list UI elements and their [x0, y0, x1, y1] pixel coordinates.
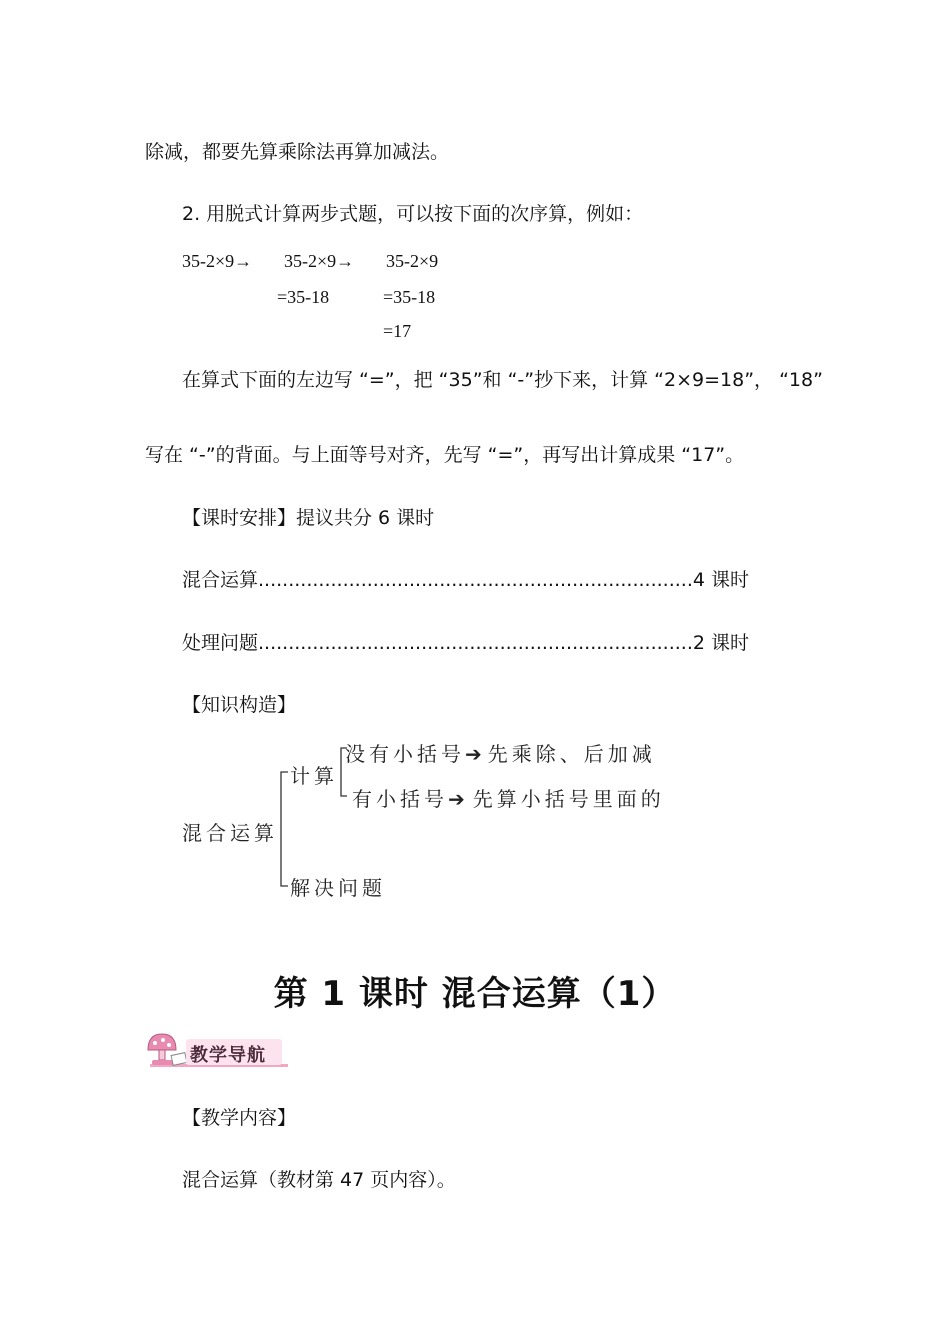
tree-root: 混合运算: [182, 821, 278, 845]
schedule-row-name: 混合运算: [182, 569, 259, 591]
paragraph-continuation: 除减，都要先算乘除法再算加减法。: [145, 141, 450, 163]
example-step-3-line-2: =35-18: [383, 287, 436, 307]
main-bracket: [281, 772, 288, 886]
content-text: 混合运算（教材第 47 页内容）。: [182, 1169, 456, 1191]
leaf-result: 先乘除、后加减: [487, 742, 656, 766]
example-step-1: 35-2×9→: [182, 251, 253, 271]
schedule-heading: 【课时安排】提议共分 6 课时: [182, 507, 435, 529]
leaf-label: 有小括号: [352, 787, 448, 811]
section-2-heading: 2. 用脱式计算两步式题，可以按下面的次序算，例如：: [182, 203, 644, 225]
example-step-3-line-3: =17: [383, 321, 412, 341]
explanation-line-2: 写在 “-”的背面。与上面等号对齐，先写 “=”，再写出计算成果 “17”。: [145, 444, 745, 466]
schedule-row-value: 4 课时: [692, 569, 750, 591]
arrow-right-icon: ➔: [465, 742, 482, 766]
schedule-row-name: 处理问题: [182, 632, 259, 654]
knowledge-heading: 【知识构造】: [182, 694, 297, 716]
arrow-right-icon: ➔: [448, 787, 465, 811]
tree-leaf-with-parens: [352, 783, 665, 812]
schedule-row-leader: ........................................................................: [258, 632, 693, 654]
leaf-result: 先算小括号里面的: [472, 787, 665, 811]
schedule-row-value: 2 课时: [692, 632, 750, 654]
badge-label: 教学导航: [190, 1045, 266, 1066]
tree-leaf-no-parens: [345, 738, 656, 767]
schedule-row-leader: ........................................................................: [258, 569, 693, 591]
content-heading: 【教学内容】: [182, 1107, 297, 1129]
tree-branch-solve: 解决问题: [290, 876, 386, 900]
explanation-line-1: 在算式下面的左边写 “=”，把 “35”和 “-”抄下来，计算 “2×9=18”， “18”: [182, 369, 823, 391]
leaf-label: 没有小括号: [345, 742, 465, 766]
example-step-2: 35-2×9→: [284, 251, 355, 271]
teaching-navigation-badge: [142, 1030, 288, 1072]
example-step-2-line-2: =35-18: [277, 287, 330, 307]
example-step-3: 35-2×9: [386, 251, 439, 271]
lesson-title: 第 1 课时 混合运算（1）: [273, 974, 677, 1014]
tree-branch-calc: 计算: [290, 764, 338, 788]
